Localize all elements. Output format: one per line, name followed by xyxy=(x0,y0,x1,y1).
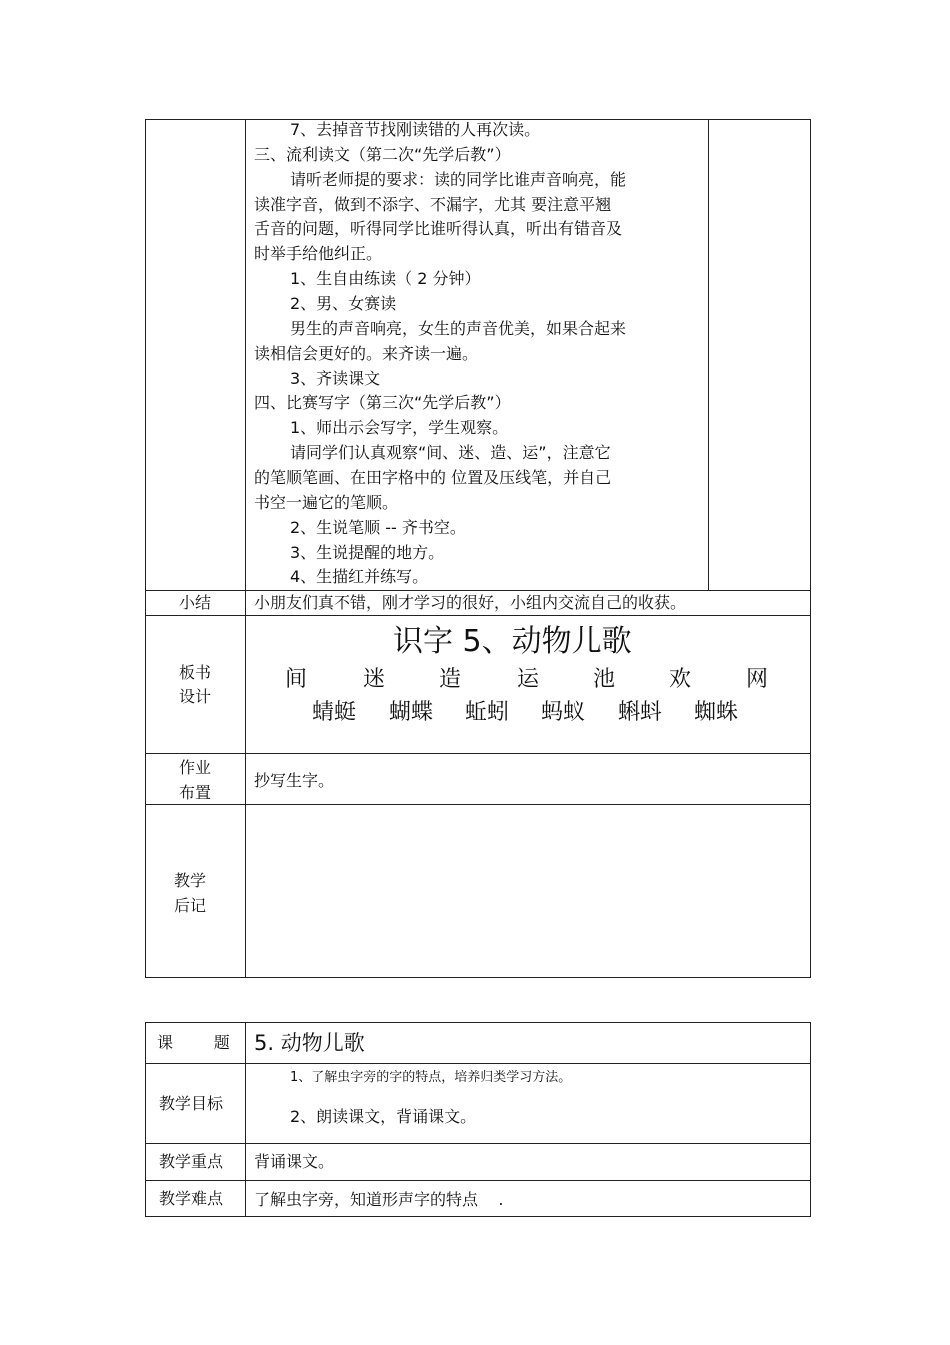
lesson-line: 3、齐读课文 xyxy=(290,369,381,388)
lesson-line: 请同学们认真观察“间、迷、造、运”，注意它 xyxy=(290,443,611,462)
key-value: 背诵课文。 xyxy=(254,1152,335,1171)
table1-right-border xyxy=(810,119,811,978)
board-char: 运 xyxy=(517,667,540,692)
board-word: 蜘蛛 xyxy=(694,700,739,725)
notes-label-line1: 教学 xyxy=(173,871,206,890)
row-sep-goals xyxy=(145,1063,811,1064)
row-sep-key xyxy=(145,1143,811,1144)
goal-item: 2、朗读课文，背诵课文。 xyxy=(290,1107,477,1126)
board-char: 造 xyxy=(439,667,462,692)
table2-right-border xyxy=(810,1022,811,1217)
lesson-line: 四、比赛写字（第三次“先学后教”） xyxy=(254,393,511,412)
summary-label: 小结 xyxy=(178,593,211,612)
topic-label: 课 题 xyxy=(157,1033,230,1052)
board-word: 蚯蚓 xyxy=(465,700,510,725)
goals-label: 教学目标 xyxy=(158,1094,223,1113)
notes-label-line2: 后记 xyxy=(173,896,206,915)
board-char: 间 xyxy=(285,667,308,692)
difficulty-value: 了解虫字旁，知道形声字的特点 . xyxy=(254,1190,504,1209)
homework-text: 抄写生字。 xyxy=(254,771,335,790)
topic-value: 5. 动物儿歌 xyxy=(254,1031,365,1055)
lesson-line: 三、流利读文（第二次“先学后教”） xyxy=(254,145,511,164)
summary-text: 小朋友们真不错，刚才学习的很好，小组内交流自己的收获。 xyxy=(254,593,687,612)
board-char: 迷 xyxy=(363,667,386,692)
lesson-line: 读相信会更好的。来齐读一遍。 xyxy=(254,344,479,363)
table1-note-divider xyxy=(708,119,709,590)
board-char: 网 xyxy=(746,667,769,692)
lesson-line: 舌音的问题，听得同学比谁听得认真，听出有错音及 xyxy=(254,219,623,238)
lesson-line: 1、师出示会写字，学生观察。 xyxy=(290,418,509,437)
lesson-line: 3、生说提醒的地方。 xyxy=(290,543,445,562)
lesson-line: 请听老师提的要求：读的同学比谁声音响亮，能 xyxy=(290,170,627,189)
homework-label-line1: 作业 xyxy=(178,758,211,777)
board-word: 蚂蚁 xyxy=(541,700,586,725)
table1-left-border xyxy=(145,119,146,978)
key-label: 教学重点 xyxy=(158,1152,223,1171)
table1-label-divider xyxy=(245,119,246,978)
board-word: 蝌蚪 xyxy=(618,700,663,725)
table2-label-divider xyxy=(245,1022,246,1217)
homework-label-line2: 布置 xyxy=(178,783,211,802)
board-title: 识字 5、动物儿歌 xyxy=(393,624,632,659)
goal-item: 1、了解虫字旁的字的特点，培养归类学习方法。 xyxy=(290,1070,572,1085)
row-sep-board xyxy=(145,615,811,616)
lesson-line: 2、男、女赛读 xyxy=(290,294,397,313)
lesson-line: 的笔顺笔画、在田字格中的 位置及压线笔，并自己 xyxy=(254,468,612,487)
difficulty-label: 教学难点 xyxy=(158,1189,223,1208)
lesson-line: 1、生自由练读（ 2 分钟） xyxy=(290,269,481,288)
lesson-line: 时举手给他纠正。 xyxy=(254,244,383,263)
board-label-line1: 板书 xyxy=(178,663,211,682)
row-sep-homework xyxy=(145,753,811,754)
board-char: 欢 xyxy=(669,667,692,692)
board-char: 池 xyxy=(593,667,616,692)
lesson-line: 4、生描红并练写。 xyxy=(290,567,429,586)
lesson-line: 2、生说笔顺 -- 齐书空。 xyxy=(290,518,466,537)
lesson-line: 7、去掉音节找刚读错的人再次读。 xyxy=(290,120,541,139)
board-word: 蝴蝶 xyxy=(389,700,434,725)
board-word: 蜻蜓 xyxy=(312,700,357,725)
lesson-line: 读准字音，做到不添字、不漏字，尤其 要注意平翘 xyxy=(254,195,612,214)
board-label-line2: 设计 xyxy=(178,687,211,706)
row-sep-difficulty xyxy=(145,1180,811,1181)
lesson-line: 书空一遍它的笔顺。 xyxy=(254,493,399,512)
lesson-line: 男生的声音响亮，女生的声音优美，如果合起来 xyxy=(290,319,627,338)
